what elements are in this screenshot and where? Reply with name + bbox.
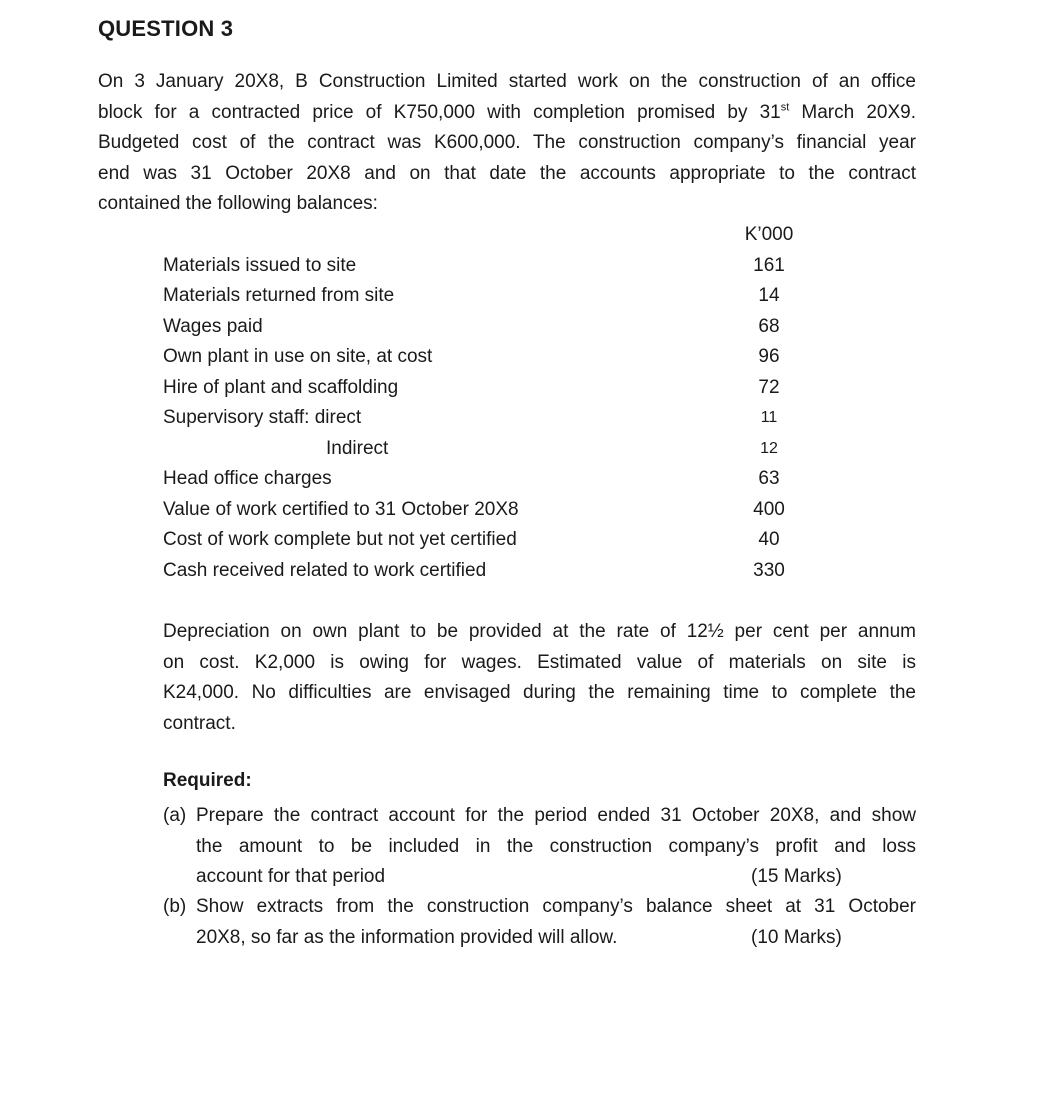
table-row (163, 281, 823, 312)
row-value: 68 (758, 315, 780, 337)
row-label: Head office charges (163, 468, 332, 489)
row-label: Indirect (326, 437, 389, 459)
row-label: Materials returned from site (163, 285, 395, 306)
part-b (163, 892, 916, 953)
row-value: 400 (753, 498, 785, 520)
row-value: 11 (760, 409, 778, 426)
note-line: contract. (163, 712, 236, 734)
balances-table (163, 220, 823, 586)
table-row (163, 556, 823, 587)
unit-header: K’000 (744, 224, 794, 245)
part-line-text: 20X8, so far as the information provided will allow. (196, 926, 618, 948)
part-a (163, 801, 916, 893)
intro-line (98, 98, 916, 129)
row-value: 63 (758, 468, 780, 489)
table-row (163, 342, 823, 373)
row-value: 12 (760, 439, 778, 457)
part-line: Show extracts from the construction company’s balance sheet at 31 October (196, 896, 916, 917)
table-row (163, 373, 823, 404)
notes-paragraph (163, 617, 916, 739)
part-marker: (a) (163, 805, 187, 826)
row-label: Supervisory staff: direct (163, 407, 362, 428)
table-header-row (163, 220, 823, 251)
intro-paragraph (98, 67, 916, 220)
required-heading: Required: (163, 770, 252, 791)
row-value: 40 (758, 529, 780, 550)
part-line: the amount to be included in the construction company’s profit and loss (196, 835, 916, 857)
table-row (163, 525, 823, 556)
row-value: 96 (758, 346, 780, 367)
row-label: Materials issued to site (163, 254, 357, 276)
intro-line-text: block for a contracted price of K750,000 with completion promised by 31 (98, 101, 781, 123)
intro-line: On 3 January 20X8, B Construction Limited started work on the construction of an office (98, 71, 916, 92)
note-line: K24,000. No difficulties are envisaged during the remaining time to complete the (163, 682, 916, 704)
table-row (163, 403, 823, 434)
note-line: Depreciation on own plant to be provided at the rate of 12½ per cent per annum (163, 621, 916, 642)
row-label: Cash received related to work certified (163, 559, 487, 581)
table-row (163, 312, 823, 343)
row-label: Value of work certified to 31 October 20X8 (163, 498, 519, 520)
part-line-last (196, 923, 916, 954)
ordinal-superscript: st (780, 101, 790, 114)
row-label: Cost of work complete but not yet certified (163, 529, 517, 550)
marks-label: (10 Marks) (751, 926, 842, 948)
note-line: on cost. K2,000 is owing for wages. Estimated value of materials on site is (163, 651, 916, 673)
row-value: 330 (753, 559, 785, 581)
table-row (163, 434, 823, 465)
part-line-text: account for that period (196, 866, 386, 888)
row-label: Hire of plant and scaffolding (163, 376, 399, 398)
intro-line: contained the following balances: (98, 193, 378, 215)
intro-line-tail: March 20X9. (789, 101, 916, 123)
row-label: Wages paid (163, 315, 263, 337)
intro-line: Budgeted cost of the contract was K600,000. The construction company’s financial year (98, 132, 916, 154)
row-value: 161 (753, 254, 785, 276)
marks-label: (15 Marks) (751, 866, 842, 888)
table-row (163, 251, 823, 282)
table-row (163, 464, 823, 495)
intro-line: end was 31 October 20X8 and on that date the accounts appropriate to the contract (98, 162, 916, 184)
part-line: Prepare the contract account for the period ended 31 October 20X8, and show (196, 805, 916, 826)
row-label: Own plant in use on site, at cost (163, 346, 433, 367)
table-row (163, 495, 823, 526)
part-line-last (196, 862, 916, 893)
row-value: 72 (758, 376, 780, 398)
question-title: QUESTION 3 (98, 16, 234, 41)
part-marker: (b) (163, 896, 187, 917)
row-value: 14 (758, 285, 780, 306)
